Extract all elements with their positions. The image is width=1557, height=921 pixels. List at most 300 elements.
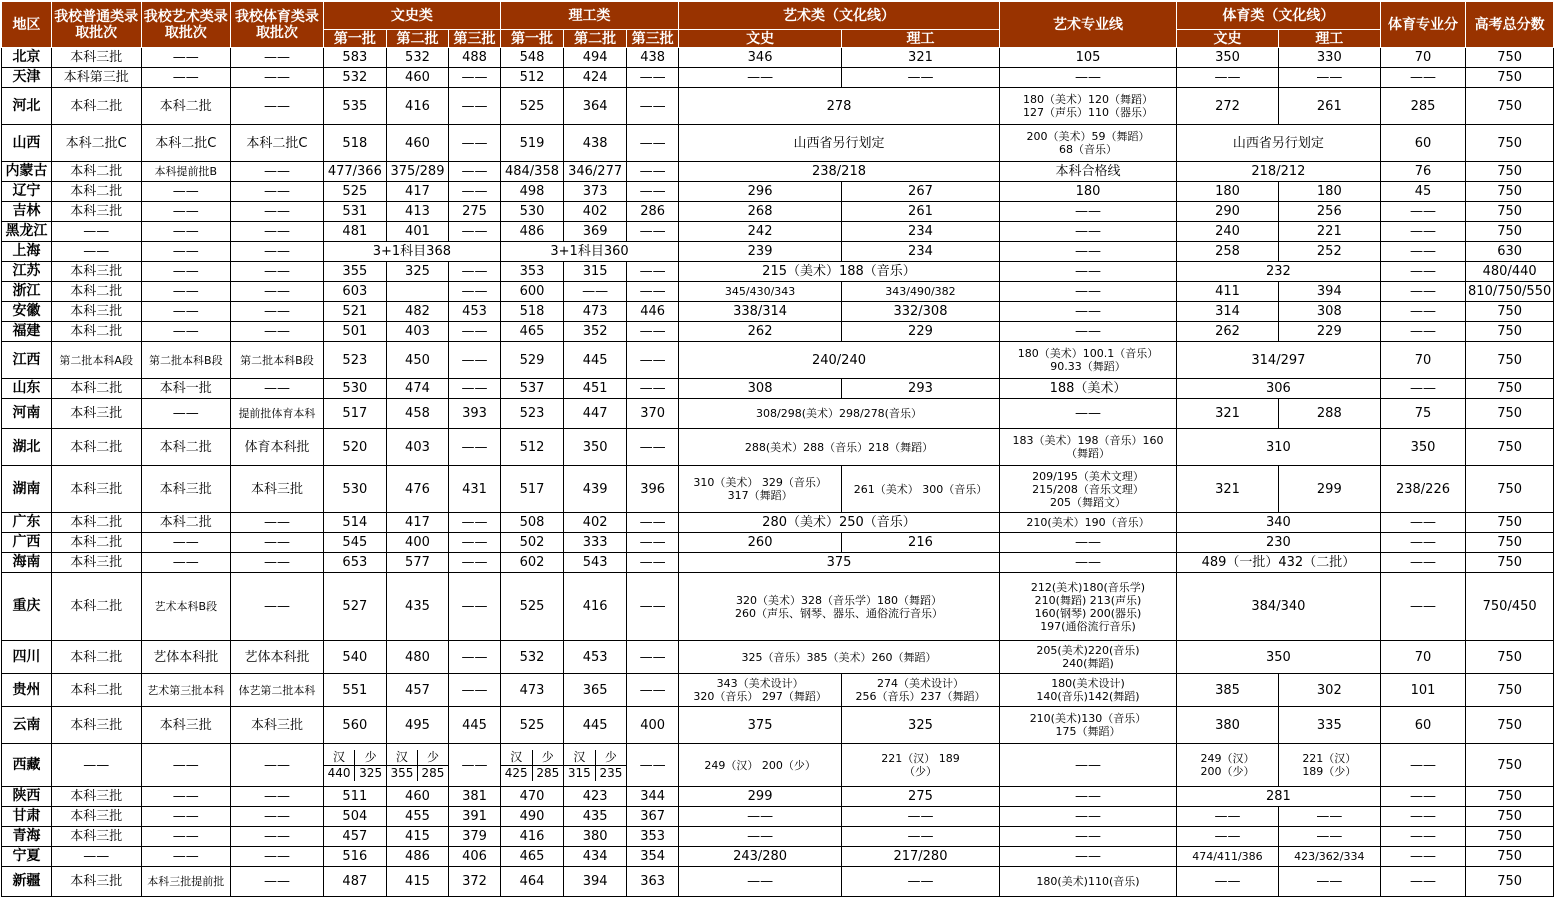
art-major-cell: 180（美术）100.1（音乐） 90.33（舞蹈） bbox=[999, 342, 1176, 379]
normal-batch-cell: 本科二批 bbox=[51, 674, 141, 707]
sport-batch-cell: —— bbox=[231, 744, 324, 787]
ligong-batch1-cell: 602 bbox=[500, 553, 563, 573]
region-cell: 云南 bbox=[2, 707, 52, 744]
table-row bbox=[2, 282, 1554, 302]
art-major-cell: —— bbox=[999, 787, 1176, 807]
total-score-cell: 750 bbox=[1466, 48, 1554, 68]
sport-batch-cell: 本科二批C bbox=[231, 125, 324, 162]
wenshi-merged-cell: 3+1科目368 bbox=[323, 242, 500, 262]
ligong-batch1-cell: 470 bbox=[500, 787, 563, 807]
total-score-cell: 630 bbox=[1466, 242, 1554, 262]
sport-major-cell: 101 bbox=[1380, 674, 1466, 707]
normal-batch-cell: 本科三批 bbox=[51, 302, 141, 322]
sport-culture-li-cell: 394 bbox=[1278, 282, 1380, 302]
art-culture-wen-cell: —— bbox=[679, 827, 842, 847]
sport-culture-merged-cell: 232 bbox=[1177, 262, 1381, 282]
admission-score-table bbox=[1, 1, 1554, 897]
art-batch-cell: —— bbox=[141, 242, 231, 262]
header-art-major: 艺术专业线 bbox=[999, 2, 1176, 48]
ligong-batch3-cell: —— bbox=[627, 744, 679, 787]
art-culture-li-cell: 217/280 bbox=[842, 847, 1000, 867]
total-score-cell: 750 bbox=[1466, 302, 1554, 322]
header-total: 高考总分数 bbox=[1466, 2, 1554, 48]
sport-major-cell: —— bbox=[1380, 847, 1466, 867]
ligong-batch2-cell: 416 bbox=[564, 573, 627, 641]
wenshi-batch1-cell: 545 bbox=[323, 533, 386, 553]
ligong-batch1-cell: 525 bbox=[500, 88, 563, 125]
header-wenshi-batch1: 第一批 bbox=[323, 30, 386, 48]
wenshi-batch3-cell: 391 bbox=[449, 807, 501, 827]
region-cell: 北京 bbox=[2, 48, 52, 68]
sport-batch-cell: —— bbox=[231, 847, 324, 867]
ligong-merged-cell: 3+1科目360 bbox=[500, 242, 678, 262]
total-score-cell: 810/750/550 bbox=[1466, 282, 1554, 302]
table-row bbox=[2, 399, 1554, 429]
region-cell: 广东 bbox=[2, 513, 52, 533]
normal-batch-cell: 本科二批 bbox=[51, 573, 141, 641]
normal-batch-cell: 本科二批 bbox=[51, 429, 141, 466]
sport-major-cell: —— bbox=[1380, 262, 1466, 282]
header-ligong: 理工类 bbox=[500, 2, 678, 30]
sport-major-cell: —— bbox=[1380, 302, 1466, 322]
sport-culture-wen-cell: 249（汉） 200（少） bbox=[1177, 744, 1279, 787]
sport-culture-merged-cell: 281 bbox=[1177, 787, 1381, 807]
art-culture-wen-cell: 299 bbox=[679, 787, 842, 807]
ligong-batch1-cell: 518 bbox=[500, 302, 563, 322]
art-batch-cell: —— bbox=[141, 744, 231, 787]
sport-major-cell: 70 bbox=[1380, 48, 1466, 68]
art-batch-cell: —— bbox=[141, 182, 231, 202]
wenshi-batch3-cell: —— bbox=[449, 533, 501, 553]
header-wenshi-batch3: 第三批 bbox=[449, 30, 501, 48]
total-score-cell: 750 bbox=[1466, 429, 1554, 466]
sport-culture-merged-cell: 306 bbox=[1177, 379, 1381, 399]
ligong-batch1-cell: 548 bbox=[500, 48, 563, 68]
total-score-cell: 750 bbox=[1466, 222, 1554, 242]
ligong-batch1-cell: 498 bbox=[500, 182, 563, 202]
art-batch-cell: 本科一批 bbox=[141, 379, 231, 399]
table-row bbox=[2, 88, 1554, 125]
art-culture-wen-cell: 242 bbox=[679, 222, 842, 242]
sport-culture-li-cell: 221（汉） 189（少） bbox=[1278, 744, 1380, 787]
sport-major-cell: —— bbox=[1380, 68, 1466, 88]
sport-major-cell: —— bbox=[1380, 867, 1466, 897]
table-row bbox=[2, 222, 1554, 242]
table-row bbox=[2, 162, 1554, 182]
wenshi-batch1-cell: 521 bbox=[323, 302, 386, 322]
wenshi-batch1-cell: 504 bbox=[323, 807, 386, 827]
wenshi-batch3-cell: —— bbox=[449, 182, 501, 202]
ligong-batch1-cell: 530 bbox=[500, 202, 563, 222]
header-art-wen: 文史 bbox=[679, 30, 842, 48]
region-cell: 山西 bbox=[2, 125, 52, 162]
header-ligong-batch2: 第二批 bbox=[564, 30, 627, 48]
table-body bbox=[2, 48, 1554, 897]
sport-major-cell: —— bbox=[1380, 202, 1466, 222]
region-cell: 安徽 bbox=[2, 302, 52, 322]
art-major-cell: —— bbox=[999, 302, 1176, 322]
wenshi-batch3-cell: —— bbox=[449, 553, 501, 573]
wenshi-batch2-cell: 450 bbox=[386, 342, 448, 379]
normal-batch-cell: 本科二批 bbox=[51, 641, 141, 674]
art-major-cell: —— bbox=[999, 807, 1176, 827]
sport-batch-cell: 艺体本科批 bbox=[231, 641, 324, 674]
sport-major-cell: —— bbox=[1380, 242, 1466, 262]
sport-culture-li-cell: 308 bbox=[1278, 302, 1380, 322]
normal-batch-cell: 本科三批 bbox=[51, 262, 141, 282]
wenshi-batch3-cell: 406 bbox=[449, 847, 501, 867]
region-cell: 浙江 bbox=[2, 282, 52, 302]
table-row bbox=[2, 641, 1554, 674]
table-row bbox=[2, 533, 1554, 553]
ligong-batch2-cell: 445 bbox=[564, 707, 627, 744]
art-batch-cell: 艺体本科批 bbox=[141, 641, 231, 674]
sport-major-cell: 70 bbox=[1380, 641, 1466, 674]
wenshi-batch2-cell: 435 bbox=[386, 573, 448, 641]
tibet-sub-cell: 235 bbox=[595, 765, 626, 781]
sport-batch-cell: —— bbox=[231, 182, 324, 202]
wenshi-batch3-cell: —— bbox=[449, 262, 501, 282]
sport-batch-cell: —— bbox=[231, 513, 324, 533]
art-culture-wen-cell: 243/280 bbox=[679, 847, 842, 867]
total-score-cell: 750 bbox=[1466, 513, 1554, 533]
sport-major-cell: —— bbox=[1380, 573, 1466, 641]
art-major-cell: —— bbox=[999, 827, 1176, 847]
normal-batch-cell: 本科二批 bbox=[51, 533, 141, 553]
region-cell: 河南 bbox=[2, 399, 52, 429]
wenshi-batch1-cell: 457 bbox=[323, 827, 386, 847]
tibet-sub-cell: 285 bbox=[417, 765, 448, 781]
table-row bbox=[2, 807, 1554, 827]
header-wenshi-batch2: 第二批 bbox=[386, 30, 448, 48]
total-score-cell: 750 bbox=[1466, 88, 1554, 125]
art-major-cell: —— bbox=[999, 399, 1176, 429]
sport-culture-li-cell: 302 bbox=[1278, 674, 1380, 707]
art-major-cell: 210(美术）190（音乐） bbox=[999, 513, 1176, 533]
wenshi-batch2-cell: 460 bbox=[386, 787, 448, 807]
art-culture-li-cell: 321 bbox=[842, 48, 1000, 68]
ligong-batch3-cell: 396 bbox=[627, 466, 679, 513]
wenshi-batch2-cell: 460 bbox=[386, 68, 448, 88]
total-score-cell: 750 bbox=[1466, 744, 1554, 787]
sport-batch-cell: 本科三批 bbox=[231, 707, 324, 744]
art-culture-wen-cell: 249（汉） 200（少） bbox=[679, 744, 842, 787]
wenshi-batch3-cell: 381 bbox=[449, 787, 501, 807]
sport-culture-wen-cell: 350 bbox=[1177, 48, 1279, 68]
art-batch-cell: —— bbox=[141, 202, 231, 222]
art-culture-merged-cell: 238/218 bbox=[679, 162, 1000, 182]
art-culture-li-cell: 274（美术设计） 256（音乐）237（舞蹈） bbox=[842, 674, 1000, 707]
sport-culture-li-cell: 252 bbox=[1278, 242, 1380, 262]
sport-major-cell: —— bbox=[1380, 553, 1466, 573]
art-batch-cell: 本科二批C bbox=[141, 125, 231, 162]
ligong-batch2-cell: 402 bbox=[564, 202, 627, 222]
art-major-cell: 105 bbox=[999, 48, 1176, 68]
tibet-sub-cell: 285 bbox=[532, 765, 563, 781]
art-major-cell: 205(美术)220(音乐) 240(舞蹈) bbox=[999, 641, 1176, 674]
wenshi-batch2-cell bbox=[386, 282, 448, 302]
normal-batch-cell: 本科二批C bbox=[51, 125, 141, 162]
sport-batch-cell: —— bbox=[231, 88, 324, 125]
art-culture-wen-cell: 338/314 bbox=[679, 302, 842, 322]
region-cell: 四川 bbox=[2, 641, 52, 674]
wenshi-batch1-cell bbox=[323, 744, 386, 787]
art-culture-li-cell: 261（美术） 300（音乐） bbox=[842, 466, 1000, 513]
ligong-batch3-cell: 438 bbox=[627, 48, 679, 68]
art-major-cell: —— bbox=[999, 202, 1176, 222]
sport-major-cell: —— bbox=[1380, 807, 1466, 827]
sport-culture-wen-cell: —— bbox=[1177, 867, 1279, 897]
header-art-batch: 我校艺术类录取批次 bbox=[141, 2, 231, 48]
wenshi-batch2-cell: 400 bbox=[386, 533, 448, 553]
ligong-batch2-cell: 365 bbox=[564, 674, 627, 707]
table-row bbox=[2, 867, 1554, 897]
ligong-batch3-cell: 370 bbox=[627, 399, 679, 429]
total-score-cell: 750 bbox=[1466, 641, 1554, 674]
wenshi-batch3-cell: 431 bbox=[449, 466, 501, 513]
wenshi-batch3-cell: 445 bbox=[449, 707, 501, 744]
total-score-cell: 750 bbox=[1466, 342, 1554, 379]
sport-culture-li-cell: 180 bbox=[1278, 182, 1380, 202]
art-culture-wen-cell: —— bbox=[679, 68, 842, 88]
normal-batch-cell: 本科二批 bbox=[51, 162, 141, 182]
tibet-sub-cell: 汉 bbox=[387, 750, 418, 766]
ligong-batch3-cell: —— bbox=[627, 262, 679, 282]
ligong-batch2-cell: 447 bbox=[564, 399, 627, 429]
wenshi-batch3-cell: 453 bbox=[449, 302, 501, 322]
art-culture-merged-cell: 山西省另行划定 bbox=[679, 125, 1000, 162]
wenshi-batch1-cell: 527 bbox=[323, 573, 386, 641]
normal-batch-cell: 本科三批 bbox=[51, 466, 141, 513]
wenshi-batch1-cell: 523 bbox=[323, 342, 386, 379]
table-row bbox=[2, 125, 1554, 162]
ligong-batch1-cell: 353 bbox=[500, 262, 563, 282]
normal-batch-cell: 本科三批 bbox=[51, 48, 141, 68]
art-culture-li-cell: 229 bbox=[842, 322, 1000, 342]
normal-batch-cell: —— bbox=[51, 242, 141, 262]
sport-major-cell: 70 bbox=[1380, 342, 1466, 379]
table-row bbox=[2, 262, 1554, 282]
table-row bbox=[2, 242, 1554, 262]
art-major-cell: 180 bbox=[999, 182, 1176, 202]
ligong-batch1-cell: 465 bbox=[500, 847, 563, 867]
art-batch-cell: —— bbox=[141, 787, 231, 807]
sport-major-cell: 60 bbox=[1380, 125, 1466, 162]
wenshi-batch3-cell: —— bbox=[449, 429, 501, 466]
wenshi-batch3-cell: —— bbox=[449, 573, 501, 641]
art-culture-wen-cell: 268 bbox=[679, 202, 842, 222]
ligong-batch3-cell: —— bbox=[627, 222, 679, 242]
sport-culture-li-cell: 261 bbox=[1278, 88, 1380, 125]
ligong-batch2-cell: 333 bbox=[564, 533, 627, 553]
art-batch-cell: 本科三批 bbox=[141, 466, 231, 513]
table-row bbox=[2, 513, 1554, 533]
art-major-cell: —— bbox=[999, 68, 1176, 88]
ligong-batch2-cell: 364 bbox=[564, 88, 627, 125]
sport-major-cell: 75 bbox=[1380, 399, 1466, 429]
wenshi-batch2-cell: 455 bbox=[386, 807, 448, 827]
ligong-batch3-cell: 367 bbox=[627, 807, 679, 827]
header-region: 地区 bbox=[2, 2, 52, 48]
art-batch-cell: —— bbox=[141, 48, 231, 68]
sport-culture-li-cell: —— bbox=[1278, 807, 1380, 827]
wenshi-batch2-cell: 403 bbox=[386, 322, 448, 342]
ligong-batch3-cell: —— bbox=[627, 282, 679, 302]
ligong-batch2-cell: 543 bbox=[564, 553, 627, 573]
ligong-batch1-cell: 600 bbox=[500, 282, 563, 302]
art-major-cell: —— bbox=[999, 847, 1176, 867]
ligong-batch1-cell: 525 bbox=[500, 707, 563, 744]
normal-batch-cell: 本科三批 bbox=[51, 787, 141, 807]
ligong-batch3-cell: —— bbox=[627, 162, 679, 182]
art-major-cell: —— bbox=[999, 222, 1176, 242]
region-cell: 广西 bbox=[2, 533, 52, 553]
ligong-batch3-cell: —— bbox=[627, 429, 679, 466]
art-batch-cell: —— bbox=[141, 282, 231, 302]
wenshi-batch2-cell: 480 bbox=[386, 641, 448, 674]
sport-major-cell: —— bbox=[1380, 379, 1466, 399]
sport-culture-merged-cell: 218/212 bbox=[1177, 162, 1381, 182]
wenshi-batch1-cell: 481 bbox=[323, 222, 386, 242]
sport-major-cell: —— bbox=[1380, 513, 1466, 533]
wenshi-batch2-cell: 325 bbox=[386, 262, 448, 282]
art-culture-li-cell: 275 bbox=[842, 787, 1000, 807]
total-score-cell: 750 bbox=[1466, 807, 1554, 827]
region-cell: 贵州 bbox=[2, 674, 52, 707]
ligong-batch1-cell: 525 bbox=[500, 573, 563, 641]
wenshi-batch3-cell: —— bbox=[449, 282, 501, 302]
ligong-batch3-cell: —— bbox=[627, 674, 679, 707]
normal-batch-cell: 本科三批 bbox=[51, 827, 141, 847]
wenshi-batch3-cell: —— bbox=[449, 322, 501, 342]
ligong-batch2-cell: 346/277 bbox=[564, 162, 627, 182]
art-culture-li-cell: 267 bbox=[842, 182, 1000, 202]
total-score-cell: 750 bbox=[1466, 707, 1554, 744]
sport-culture-wen-cell: 314 bbox=[1177, 302, 1279, 322]
art-batch-cell: 第二批本科B段 bbox=[141, 342, 231, 379]
sport-culture-merged-cell: 310 bbox=[1177, 429, 1381, 466]
table-row bbox=[2, 182, 1554, 202]
art-major-cell: 183（美术）198（音乐）160 （舞蹈） bbox=[999, 429, 1176, 466]
table-row bbox=[2, 847, 1554, 867]
sport-culture-merged-cell: 230 bbox=[1177, 533, 1381, 553]
art-culture-merged-cell: 280（美术）250（音乐） bbox=[679, 513, 1000, 533]
ligong-batch1-cell: 502 bbox=[500, 533, 563, 553]
art-culture-li-cell: —— bbox=[842, 827, 1000, 847]
wenshi-batch2-cell: 401 bbox=[386, 222, 448, 242]
tibet-sub-cell: 315 bbox=[567, 765, 591, 780]
wenshi-batch2-cell: 375/289 bbox=[386, 162, 448, 182]
header-sport-batch: 我校体育类录取批次 bbox=[231, 2, 324, 48]
normal-batch-cell: 本科三批 bbox=[51, 202, 141, 222]
ligong-batch3-cell: 400 bbox=[627, 707, 679, 744]
sport-batch-cell: —— bbox=[231, 68, 324, 88]
wenshi-batch3-cell: —— bbox=[449, 222, 501, 242]
wenshi-batch2-cell: 458 bbox=[386, 399, 448, 429]
art-batch-cell: 本科三批 bbox=[141, 707, 231, 744]
ligong-batch3-cell: —— bbox=[627, 88, 679, 125]
total-score-cell: 480/440 bbox=[1466, 262, 1554, 282]
ligong-batch3-cell: —— bbox=[627, 553, 679, 573]
sport-culture-li-cell: 221 bbox=[1278, 222, 1380, 242]
wenshi-batch2-cell: 476 bbox=[386, 466, 448, 513]
header-sport-major: 体育专业分 bbox=[1380, 2, 1466, 48]
header-sport-culture: 体育类（文化线） bbox=[1177, 2, 1381, 30]
sport-culture-wen-cell: 258 bbox=[1177, 242, 1279, 262]
art-culture-wen-cell: 343（美术设计） 320（音乐） 297（舞蹈） bbox=[679, 674, 842, 707]
ligong-batch3-cell: —— bbox=[627, 322, 679, 342]
table-row bbox=[2, 674, 1554, 707]
sport-batch-cell: 第二批本科B段 bbox=[231, 342, 324, 379]
ligong-batch1-cell: 512 bbox=[500, 429, 563, 466]
ligong-batch2-cell: 451 bbox=[564, 379, 627, 399]
region-cell: 内蒙古 bbox=[2, 162, 52, 182]
art-culture-li-cell: —— bbox=[842, 867, 1000, 897]
table-row bbox=[2, 322, 1554, 342]
ligong-batch2-cell: 315 bbox=[564, 262, 627, 282]
region-cell: 青海 bbox=[2, 827, 52, 847]
art-culture-merged-cell: 240/240 bbox=[679, 342, 1000, 379]
art-culture-wen-cell: —— bbox=[679, 867, 842, 897]
wenshi-batch3-cell: 393 bbox=[449, 399, 501, 429]
normal-batch-cell: 本科二批 bbox=[51, 182, 141, 202]
sport-batch-cell: —— bbox=[231, 282, 324, 302]
ligong-batch1-cell: 484/358 bbox=[500, 162, 563, 182]
art-culture-li-cell: 332/308 bbox=[842, 302, 1000, 322]
ligong-batch2-cell: 423 bbox=[564, 787, 627, 807]
region-cell: 湖北 bbox=[2, 429, 52, 466]
ligong-batch3-cell: —— bbox=[627, 533, 679, 553]
wenshi-batch1-cell: 511 bbox=[323, 787, 386, 807]
region-cell: 甘肃 bbox=[2, 807, 52, 827]
wenshi-batch3-cell: —— bbox=[449, 162, 501, 182]
total-score-cell: 750 bbox=[1466, 847, 1554, 867]
ligong-batch1-cell bbox=[500, 744, 563, 787]
art-culture-wen-cell: 308 bbox=[679, 379, 842, 399]
sport-culture-li-cell: 330 bbox=[1278, 48, 1380, 68]
region-cell: 山东 bbox=[2, 379, 52, 399]
ligong-batch3-cell: —— bbox=[627, 641, 679, 674]
wenshi-batch1-cell: 530 bbox=[323, 466, 386, 513]
sport-batch-cell: 本科三批 bbox=[231, 466, 324, 513]
wenshi-batch2-cell: 474 bbox=[386, 379, 448, 399]
art-batch-cell: 本科二批 bbox=[141, 429, 231, 466]
wenshi-batch2-cell: 457 bbox=[386, 674, 448, 707]
table-row bbox=[2, 429, 1554, 466]
tibet-sub-cell: 325 bbox=[355, 765, 386, 781]
sport-culture-wen-cell: 272 bbox=[1177, 88, 1279, 125]
art-batch-cell: 艺术本科B段 bbox=[141, 573, 231, 641]
wenshi-batch3-cell: —— bbox=[449, 744, 501, 787]
region-cell: 海南 bbox=[2, 553, 52, 573]
wenshi-batch3-cell: —— bbox=[449, 641, 501, 674]
art-culture-wen-cell: 262 bbox=[679, 322, 842, 342]
ligong-batch3-cell: 446 bbox=[627, 302, 679, 322]
sport-culture-merged-cell: 489（一批）432（二批） bbox=[1177, 553, 1381, 573]
wenshi-batch1-cell: 514 bbox=[323, 513, 386, 533]
ligong-batch2-cell: 434 bbox=[564, 847, 627, 867]
total-score-cell: 750 bbox=[1466, 182, 1554, 202]
ligong-batch1-cell: 537 bbox=[500, 379, 563, 399]
sport-culture-li-cell: 229 bbox=[1278, 322, 1380, 342]
sport-batch-cell: —— bbox=[231, 379, 324, 399]
total-score-cell: 750 bbox=[1466, 827, 1554, 847]
art-batch-cell: —— bbox=[141, 68, 231, 88]
ligong-batch2-cell: 380 bbox=[564, 827, 627, 847]
sport-major-cell: 350 bbox=[1380, 429, 1466, 466]
region-cell: 陕西 bbox=[2, 787, 52, 807]
art-major-cell: —— bbox=[999, 322, 1176, 342]
